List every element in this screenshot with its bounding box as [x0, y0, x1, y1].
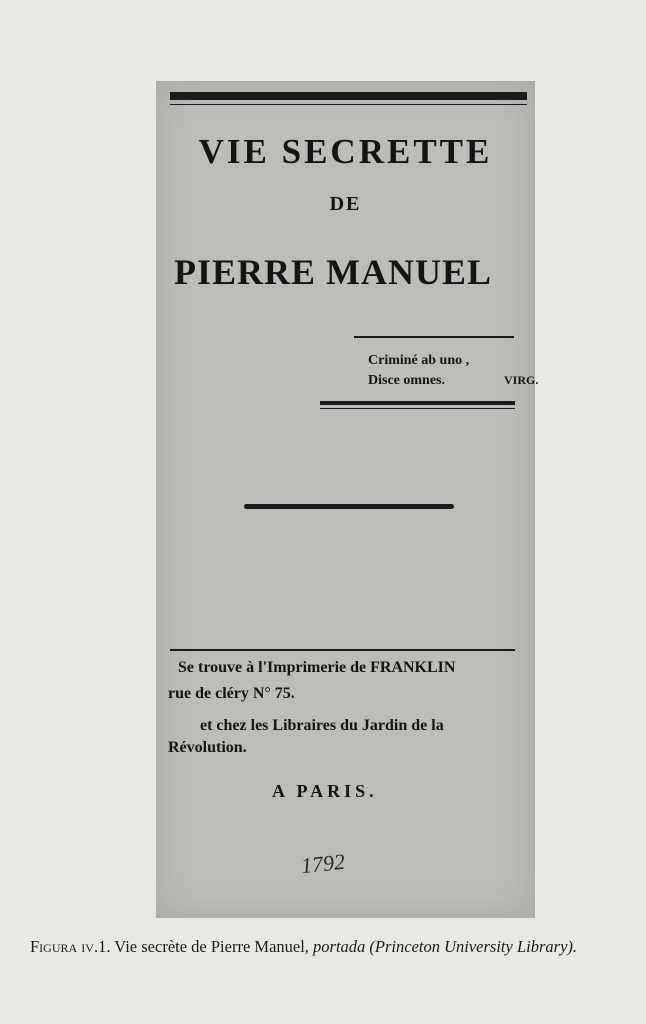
imprint-line-3: et chez les Libraires du Jardin de la: [200, 717, 444, 734]
bleed-through-text: [30, 20, 630, 44]
motto-attribution: VIRG.: [504, 373, 539, 387]
top-thin-rule: [170, 104, 527, 105]
title-page-plate: [156, 81, 539, 918]
motto-bottom-rule-1: [320, 401, 515, 405]
handwritten-year: 1792: [299, 848, 347, 879]
center-ornament-rule: [244, 504, 454, 509]
caption-text: Vie secrète de Pierre Manuel,: [114, 937, 309, 956]
caption-italic: portada (Princeton University Library).: [313, 937, 578, 956]
imprint-city: A PARIS.: [272, 781, 378, 801]
top-thick-rule: [170, 92, 527, 100]
imprint-line-2: rue de cléry N° 75.: [168, 685, 295, 702]
title-line-2: DE: [329, 193, 362, 215]
title-line-1: VIE SECRETTE: [198, 132, 493, 171]
motto-line-1: Criminé ab uno ,: [368, 353, 470, 368]
imprint-top-rule: [170, 649, 515, 651]
figure-caption: [30, 937, 630, 957]
motto-bottom-rule-2: [320, 408, 515, 409]
imprint-line-4: Révolution.: [168, 739, 247, 756]
motto-line-2: Disce omnes.: [368, 373, 445, 388]
imprint-line-1: Se trouve à l'Imprimerie de FRANKLIN: [178, 659, 456, 676]
title-line-3: PIERRE MANUEL: [174, 252, 493, 292]
motto-top-rule: [354, 336, 514, 338]
caption-label: Figura iv.1.: [30, 937, 111, 956]
